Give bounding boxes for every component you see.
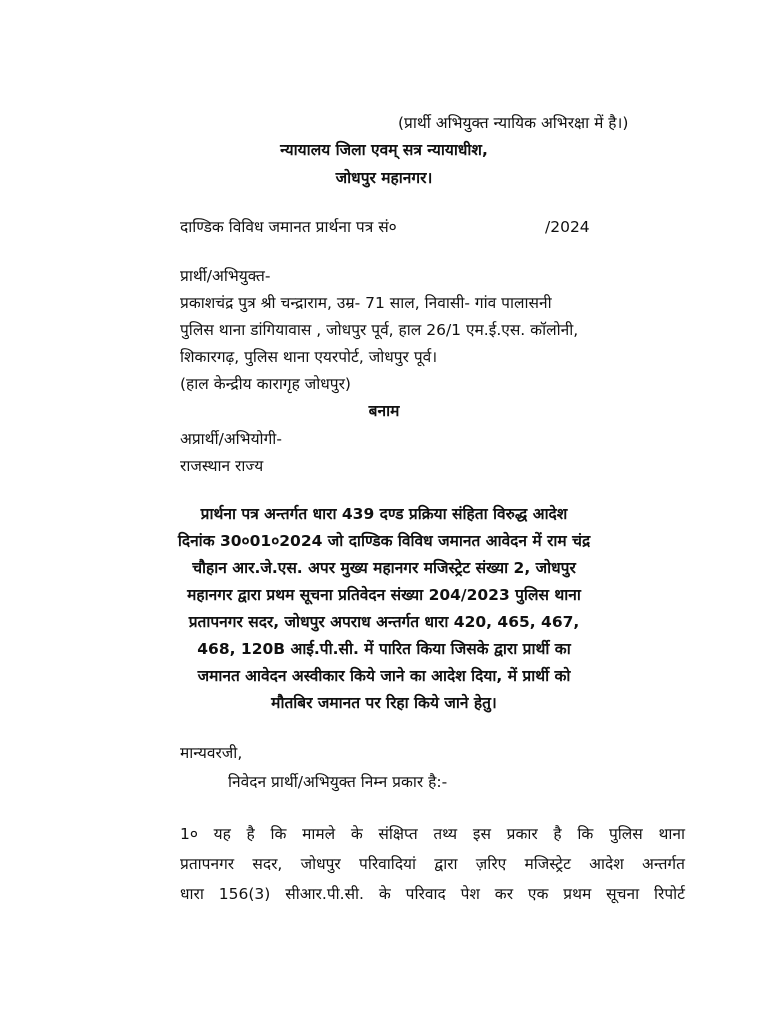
paragraph-line: 1० यह है कि मामले के संक्षिप्त तथ्य इस प्रकार है कि पुलिस थाना	[180, 825, 685, 843]
petitioner-heading: प्रार्थी/अभियुक्त-	[180, 267, 271, 285]
petitioner-line-3: शिकारगढ़, पुलिस थाना एयरपोर्ट, जोधपुर पूर्व।	[180, 348, 438, 366]
petition-label: दाण्डिक विविध जमानत प्रार्थना पत्र सं०	[180, 218, 397, 236]
subject-line: महानगर द्वारा प्रथम सूचना प्रतिवेदन संख्या 204/2023 पुलिस थाना	[187, 586, 581, 604]
subject-line: दिनांक 30०01०2024 जो दाण्डिक विविध जमानत आवेदन में राम चंद्र	[177, 532, 591, 550]
court-name: न्यायालय जिला एवम् सत्र न्यायाधीश,	[280, 141, 488, 159]
court-location: जोधपुर महानगर।	[335, 169, 433, 187]
paragraph-1	[180, 819, 685, 909]
respondent-heading: अप्रार्थी/अभियोगी-	[180, 430, 282, 448]
subject-line: 468, 120B आई.पी.सी. में पारित किया जिसके द्वारा प्रार्थी का	[197, 640, 571, 658]
subject-line: प्रार्थना पत्र अन्तर्गत धारा 439 दण्ड प्रक्रिया संहिता विरुद्ध आदेश	[200, 505, 568, 523]
subject-line: जमानत आवेदन अस्वीकार किये जाने का आदेश दिया, में प्रार्थी को	[197, 667, 571, 685]
paragraph-line: धारा 156(3) सीआर.पी.सी. के परिवाद पेश कर एक प्रथम सूचना रिपोर्ट	[180, 885, 685, 903]
petitioner-line-1: प्रकाशचंद्र पुत्र श्री चन्द्राराम, उम्र- 71 साल, निवासी- गांव पालासनी	[180, 294, 552, 312]
salutation: मान्यवरजी,	[180, 744, 243, 762]
submission-line: निवेदन प्रार्थी/अभियुक्त निम्न प्रकार है:-	[228, 773, 448, 791]
paragraph-line: प्रतापनगर सदर, जोधपुर परिवादियां द्वारा ज़रिए मजिस्ट्रेट आदेश अन्तर्गत	[180, 855, 685, 873]
petitioner-line-2: पुलिस थाना डांगियावास , जोधपुर पूर्व, हाल 26/1 एम.ई.एस. कॉलोनी,	[180, 321, 579, 339]
subject-line: मौतबिर जमानत पर रिहा किये जाने हेतु।	[271, 694, 497, 712]
petitioner-custody: (हाल केन्द्रीय कारागृह जोधपुर)	[180, 375, 351, 393]
respondent-name: राजस्थान राज्य	[180, 457, 264, 475]
subject-line: प्रतापनगर सदर, जोधपुर अपराध अन्तर्गत धारा 420, 465, 467,	[188, 613, 580, 631]
subject-line: चौहान आर.जे.एस. अपर मुख्य महानगर मजिस्ट्रेट संख्या 2, जोधपुर	[192, 559, 576, 577]
petition-number: /2024	[545, 218, 590, 236]
custody-note: (प्रार्थी अभियुक्त न्यायिक अभिरक्षा में है।)	[398, 114, 629, 132]
versus-heading: बनाम	[368, 402, 400, 420]
